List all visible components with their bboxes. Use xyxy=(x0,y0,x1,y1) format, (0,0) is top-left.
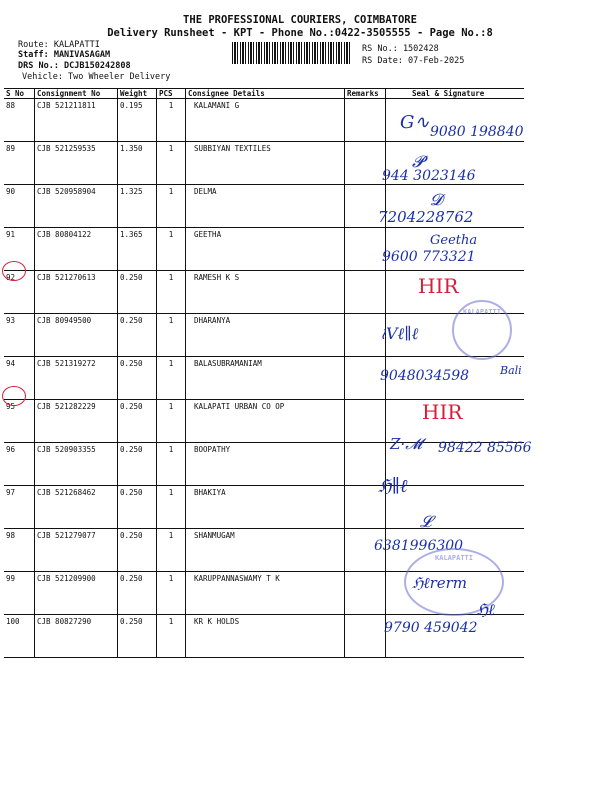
cell-consignee: DHARANYA xyxy=(186,314,345,357)
cell-consignment: CJB 520958904 xyxy=(35,185,118,228)
red-circle-mark xyxy=(2,261,26,281)
table-header-row xyxy=(4,89,524,99)
signature-scribble: 𝓟 xyxy=(412,152,424,171)
cell-pcs: 1 xyxy=(157,615,186,658)
cell-pcs: 1 xyxy=(157,185,186,228)
barcode-image xyxy=(232,42,352,64)
cell-sno: 95 xyxy=(4,400,35,443)
cell-pcs: 1 xyxy=(157,572,186,615)
signature-scribble: 𝓓 xyxy=(430,190,443,209)
drs-label: DRS No.: DCJB150242808 xyxy=(18,61,131,71)
company-title: THE PROFESSIONAL COURIERS, COIMBATORE xyxy=(183,14,417,26)
cell-pcs: 1 xyxy=(157,99,186,142)
signature-scribble: Z·𝓜 xyxy=(390,435,422,453)
cell-sno: 89 xyxy=(4,142,35,185)
col-sno: S No xyxy=(4,89,35,99)
seal-stamp: KALAPATTI xyxy=(404,548,504,616)
cell-consignee: KARUPPANNASWAMY T K xyxy=(186,572,345,615)
signature-scribble: ≀Vℓ∥ℓ xyxy=(380,324,419,343)
col-consignee: Consignee Details xyxy=(186,89,345,99)
seal-stamp: KALAPATTI xyxy=(452,300,512,360)
cell-weight: 0.250 xyxy=(118,314,157,357)
cell-remarks xyxy=(345,99,386,142)
cell-weight: 0.250 xyxy=(118,357,157,400)
cell-consignment: CJB 520903355 xyxy=(35,443,118,486)
cell-weight: 0.195 xyxy=(118,99,157,142)
cell-weight: 0.250 xyxy=(118,271,157,314)
cell-sno: 97 xyxy=(4,486,35,529)
handwritten-phone: 9600 773321 xyxy=(382,249,476,265)
hir-mark: HIR xyxy=(422,400,463,424)
cell-consignment: CJB 521211811 xyxy=(35,99,118,142)
col-pcs: PCS xyxy=(157,89,186,99)
cell-weight: 1.365 xyxy=(118,228,157,271)
staff-label: Staff: MANIVASAGAM xyxy=(18,50,111,60)
signature-scribble: Geetha xyxy=(430,233,478,248)
cell-pcs: 1 xyxy=(157,357,186,400)
cell-consignment: CJB 521319272 xyxy=(35,357,118,400)
cell-pcs: 1 xyxy=(157,228,186,271)
col-signature: Seal & Signature xyxy=(386,89,525,99)
cell-weight: 1.350 xyxy=(118,142,157,185)
cell-sno: 100 xyxy=(4,615,35,658)
route-label: Route: KALAPATTI xyxy=(18,40,100,50)
cell-pcs: 1 xyxy=(157,486,186,529)
cell-weight: 0.250 xyxy=(118,486,157,529)
handwritten-phone: 9080 198840 xyxy=(430,124,524,140)
signature-scribble: ℌℓrerm xyxy=(412,574,468,592)
cell-sno: 94 xyxy=(4,357,35,400)
vehicle-label: Vehicle: Two Wheeler Delivery xyxy=(22,72,171,82)
table-row xyxy=(4,314,524,357)
cell-weight: 0.250 xyxy=(118,529,157,572)
cell-consignee: GEETHA xyxy=(186,228,345,271)
rs-date: RS Date: 07-Feb-2025 xyxy=(362,56,465,66)
cell-consignment: CJB 80827290 xyxy=(35,615,118,658)
handwritten-phone: 944 3023146 xyxy=(382,168,476,184)
cell-sno: 98 xyxy=(4,529,35,572)
hir-mark: HIR xyxy=(418,274,459,298)
cell-weight: 0.250 xyxy=(118,615,157,658)
cell-remarks xyxy=(345,400,386,443)
cell-pcs: 1 xyxy=(157,400,186,443)
col-remarks: Remarks xyxy=(345,89,386,99)
cell-weight: 0.250 xyxy=(118,572,157,615)
handwritten-phone: 98422 85566 xyxy=(438,440,532,456)
cell-consignee: KALAPATI URBAN CO OP xyxy=(186,400,345,443)
signature-scribble: ℌℓ xyxy=(476,600,495,619)
cell-sno: 88 xyxy=(4,99,35,142)
signature-scribble: G∿ xyxy=(400,112,430,133)
cell-consignee: BHAKIYA xyxy=(186,486,345,529)
col-weight: Weight xyxy=(118,89,157,99)
cell-sno: 90 xyxy=(4,185,35,228)
rs-number: RS No.: 1502428 xyxy=(362,44,439,54)
cell-consignee: SUBBIYAN TEXTILES xyxy=(186,142,345,185)
cell-consignee: KALAMANI G xyxy=(186,99,345,142)
cell-consignee: BALASUBRAMANIAM xyxy=(186,357,345,400)
cell-remarks xyxy=(345,271,386,314)
signature-scribble: ℌ∥ℓ xyxy=(378,476,408,497)
cell-consignment: CJB 80804122 xyxy=(35,228,118,271)
cell-remarks xyxy=(345,228,386,271)
cell-weight: 1.325 xyxy=(118,185,157,228)
cell-pcs: 1 xyxy=(157,271,186,314)
handwritten-phone: 7204228762 xyxy=(378,208,474,226)
cell-pcs: 1 xyxy=(157,142,186,185)
runsheet-subtitle: Delivery Runsheet - KPT - Phone No.:0422-3505555 - Page No.:8 xyxy=(107,27,493,39)
cell-consignee: SHANMUGAM xyxy=(186,529,345,572)
cell-pcs: 1 xyxy=(157,314,186,357)
cell-consignee: KR K HOLDS xyxy=(186,615,345,658)
table-row xyxy=(4,486,524,529)
cell-sno: 91 xyxy=(4,228,35,271)
cell-sno: 96 xyxy=(4,443,35,486)
cell-consignment: CJB 521259535 xyxy=(35,142,118,185)
cell-consignment: CJB 521279077 xyxy=(35,529,118,572)
cell-consignment: CJB 521282229 xyxy=(35,400,118,443)
cell-sno: 93 xyxy=(4,314,35,357)
cell-consignment: CJB 521268462 xyxy=(35,486,118,529)
handwritten-phone: 6381996300 xyxy=(374,538,464,554)
signature-scribble: Bali xyxy=(500,364,522,377)
cell-remarks xyxy=(345,572,386,615)
signature-scribble: 𝓛 xyxy=(420,512,432,531)
cell-weight: 0.250 xyxy=(118,443,157,486)
cell-consignee: DELMA xyxy=(186,185,345,228)
cell-sno: 99 xyxy=(4,572,35,615)
red-circle-mark xyxy=(2,386,26,406)
cell-remarks xyxy=(345,615,386,658)
cell-consignment: CJB 80949500 xyxy=(35,314,118,357)
handwritten-phone: 9048034598 xyxy=(380,368,470,384)
cell-consignee: RAMESH K S xyxy=(186,271,345,314)
cell-pcs: 1 xyxy=(157,443,186,486)
cell-consignee: BOOPATHY xyxy=(186,443,345,486)
col-consignment: Consignment No xyxy=(35,89,118,99)
cell-consignment: CJB 521270613 xyxy=(35,271,118,314)
handwritten-phone: 9790 459042 xyxy=(384,620,478,636)
cell-weight: 0.250 xyxy=(118,400,157,443)
cell-remarks xyxy=(345,142,386,185)
cell-sno: 92 xyxy=(4,271,35,314)
cell-pcs: 1 xyxy=(157,529,186,572)
cell-consignment: CJB 521209900 xyxy=(35,572,118,615)
